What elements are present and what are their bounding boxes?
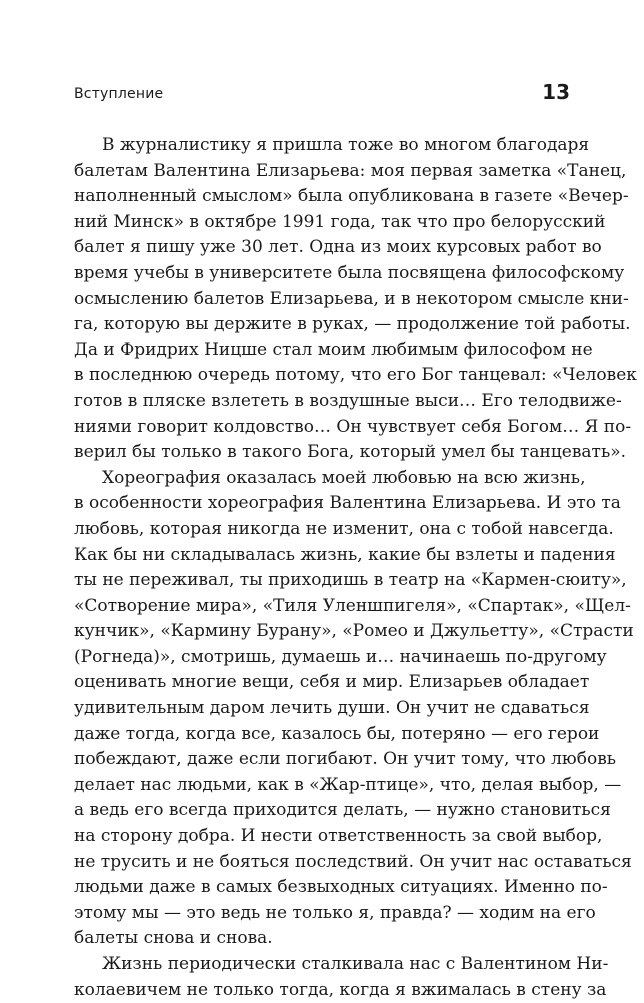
text-line: Да и Фридрих Ницше стал моим любимым философом не xyxy=(74,339,593,360)
text-line: ниями говорит колдовство… Он чувствует себя Богом… Я по- xyxy=(74,416,632,437)
text-line: «Сотворение мира», «Тиля Уленшпигеля», «Спартак», «Щел- xyxy=(74,595,631,616)
text-line: наполненный смыслом» была опубликована в газете «Вечер- xyxy=(74,186,629,207)
text-line: побеждают, даже если погибают. Он учит тому, что любовь xyxy=(74,749,617,770)
text-line: в последнюю очередь потому, что его Бог танцевал: «Человек xyxy=(74,365,637,386)
text-line: кунчик», «Кармину Бурану», «Ромео и Джульетту», «Страсти xyxy=(74,621,634,642)
text-line: на сторону добра. И нести ответственность за свой выбор, xyxy=(74,826,603,847)
body-text xyxy=(74,133,637,1003)
text-line: ты не переживал, ты приходишь в театр на «Кармен-сюиту», xyxy=(74,570,627,591)
text-line: га, которую вы держите в руках, — продолжение той работы. xyxy=(74,314,631,335)
text-line: время учебы в университете была посвящена философскому xyxy=(74,262,625,283)
text-line: даже тогда, когда все, казалось бы, потеряно — его герои xyxy=(74,723,600,744)
text-line: В журналистику я пришла тоже во многом благодаря xyxy=(102,135,590,155)
text-line: делает нас людьми, как в «Жар-птице», что, делая выбор, — xyxy=(74,774,622,795)
text-line: балет я пишу уже 30 лет. Одна из моих курсовых работ во xyxy=(74,237,602,258)
text-line: балетам Валентина Елизарьева: моя первая заметка «Танец, xyxy=(74,160,627,181)
text-line: готов в пляске взлететь в воздушные выси… Его телодвиже- xyxy=(74,390,622,411)
text-line: (Рогнеда)», смотришь, думаешь и… начинаешь по-другому xyxy=(74,646,607,667)
text-line: людьми даже в самых безвыходных ситуациях. Именно по- xyxy=(74,877,608,898)
running-header xyxy=(74,80,570,110)
text-line: оценивать многие вещи, себя и мир. Елизарьев обладает xyxy=(74,672,590,693)
text-line: балеты снова и снова. xyxy=(74,928,273,949)
text-line: ний Минск» в октябре 1991 года, так что про белорусский xyxy=(74,211,606,232)
text-line: Хореография оказалась моей любовью на всю жизнь, xyxy=(102,467,586,488)
text-line: а ведь его всегда приходится делать, — нужно становиться xyxy=(74,800,611,821)
text-line: этому мы — это ведь не только я, правда? — ходим на его xyxy=(74,902,596,923)
text-line: не трусить и не бояться последствий. Он учит нас оставаться xyxy=(74,851,632,872)
text-line: Жизнь периодически сталкивала нас с Валентином Ни- xyxy=(102,954,609,974)
section-title: Вступление xyxy=(74,86,164,102)
text-line: Как бы ни складывалась жизнь, какие бы взлеты и падения xyxy=(74,544,616,565)
text-line: колаевичем не только тогда, когда я вжималась в стену за xyxy=(74,979,607,1000)
text-line: верил бы только в такого Бога, который умел бы танцевать». xyxy=(74,442,627,463)
text-line: осмыслению балетов Елизарьева, и в некотором смысле кни- xyxy=(74,288,629,309)
text-line: в особенности хореография Валентина Елизарьева. И это та xyxy=(74,493,621,514)
page-number: 13 xyxy=(542,80,570,104)
text-line: удивительным даром лечить души. Он учит не сдаваться xyxy=(74,698,590,719)
text-line: любовь, которая никогда не изменит, она с тобой навсегда. xyxy=(74,518,614,539)
